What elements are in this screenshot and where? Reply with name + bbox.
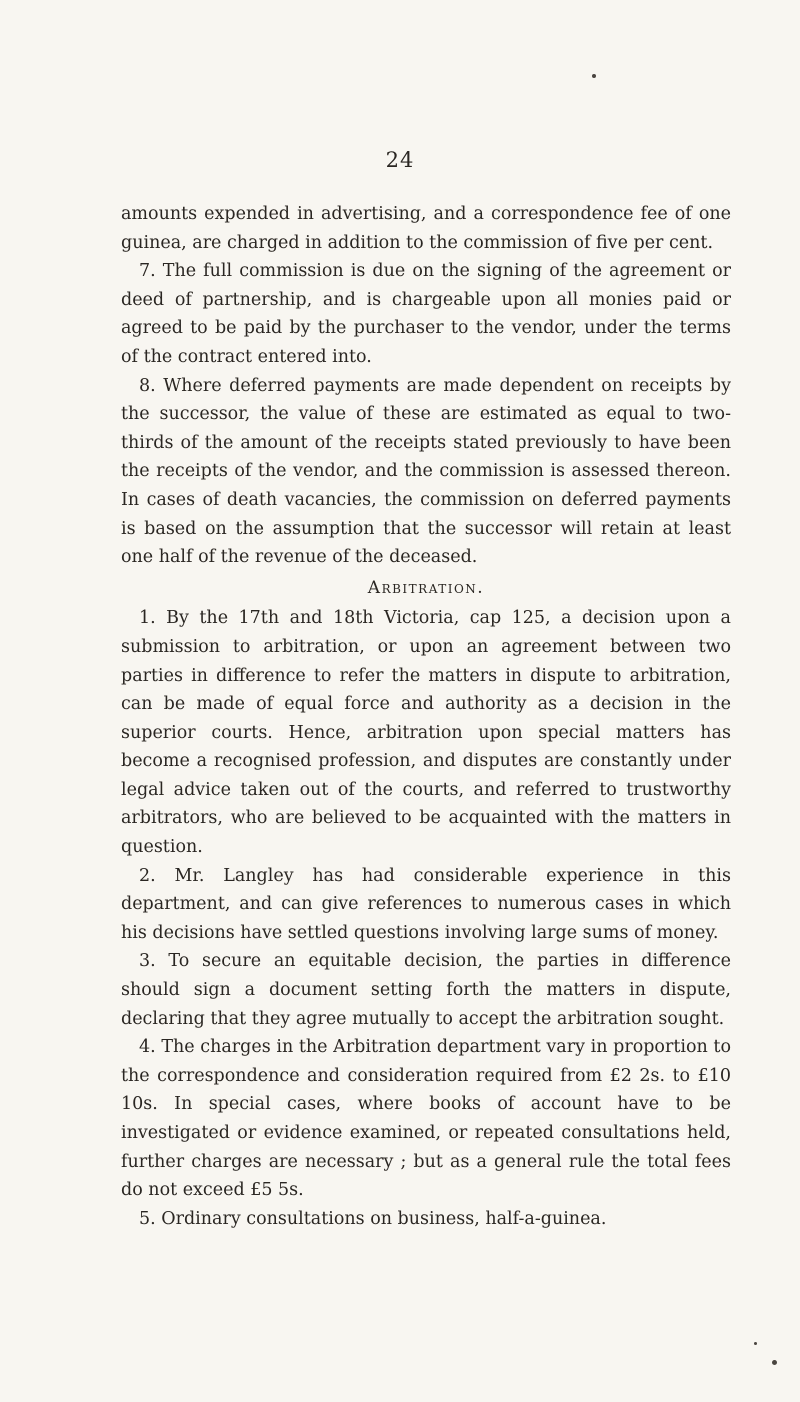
arbitration-paragraph-2: 2. Mr. Langley has had considerable experience in this department, and can give references to numerous cases in which his decisions have settled questions involving large sums of money. (121, 865, 731, 943)
body-text (121, 200, 731, 1233)
page-number: 24 (385, 148, 415, 172)
paragraph-8: 8. Where deferred payments are made dependent on receipts by the successor, the value of these are estimated as equal to two-thirds of the amount of the receipts stated previously to have been the receipts of the vendor, and the commission is assessed thereon. In cases of death vacancies, the commission on deferred payments is based on the assumption that the successor will retain at least one half of the revenue of the deceased. (121, 375, 731, 568)
print-speck (592, 74, 596, 78)
paragraph-continuation: amounts expended in advertising, and a correspondence fee of one guinea, are charged in addition to the commission of five per cent. (121, 204, 731, 253)
paragraph-7: 7. The full commission is due on the signing of the agreement or deed of partnership, and is chargeable upon all monies paid or agreed to be paid by the purchaser to the vendor, under the terms of the contract entered into. (121, 261, 731, 367)
arbitration-paragraph-4: 4. The charges in the Arbitration department vary in proportion to the correspondence and consideration required from £2 2s. to £10 10s. In special cases, where books of account have to be investigated or evidence examined, or repeated consultations held, further charges are necessary ; but as a general rule the total fees do not exceed £5 5s. (121, 1037, 731, 1201)
arbitration-paragraph-1: 1. By the 17th and 18th Victoria, cap 125, a decision upon a submission to arbitration, or upon an agreement between two parties in difference to refer the matters in dispute to arbitration, can be made of equal force and authority as a decision in the superior courts. Hence, arbitration upon special matters has become a recognised profession, and disputes are constantly under legal advice taken out of the courts, and referred to trustworthy arbitrators, who are believed to be acquainted with the matters in question. (121, 608, 731, 858)
print-speck (772, 1360, 777, 1365)
section-heading: Arbitration. (367, 577, 485, 598)
arbitration-paragraph-3: 3. To secure an equitable decision, the parties in difference should sign a document setting forth the matters in dispute, declaring that they agree mutually to accept the arbitration sought. (121, 951, 731, 1029)
arbitration-paragraph-5: 5. Ordinary consultations on business, half-a-guinea. (139, 1208, 607, 1229)
print-speck (754, 1342, 757, 1345)
